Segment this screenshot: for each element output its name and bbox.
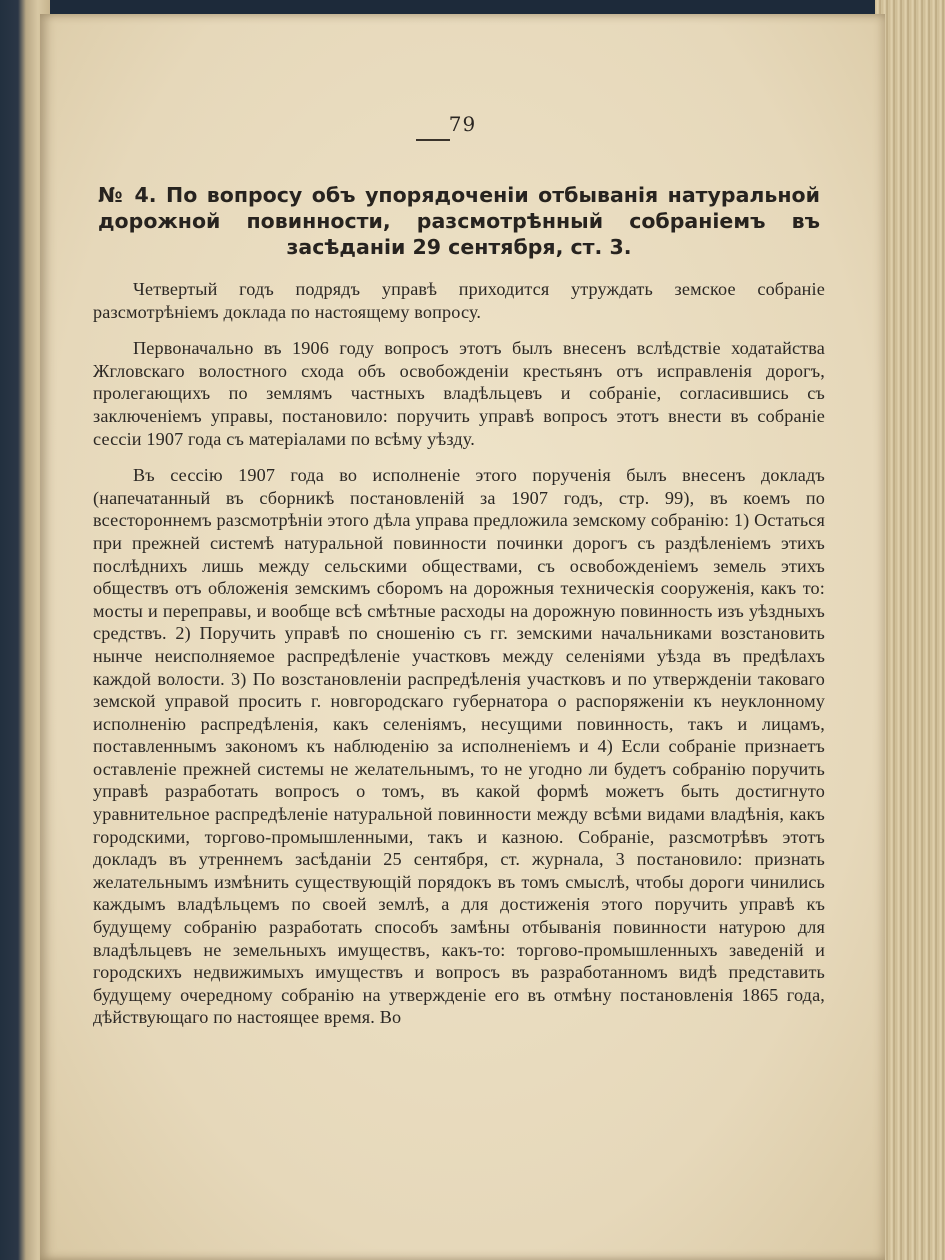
page-number-rule bbox=[416, 139, 450, 141]
page-number: 79 bbox=[448, 112, 477, 136]
body-text bbox=[93, 278, 825, 1029]
page-edges bbox=[875, 0, 945, 1260]
paragraph-1: Четвертый годъ подрядъ управѣ приходится утруждать земское собраніе разсмотрѣніемъ доклада по настоящему вопросу. bbox=[93, 279, 825, 322]
book-page bbox=[40, 14, 885, 1260]
paragraph-2: Первоначально въ 1906 году вопросъ этотъ былъ внесенъ вслѣдствіе ходатайства Жгловскаго волостного схода объ освобожденіи крестьянъ отъ исправленія дорогъ, пролегающихъ по землямъ частныхъ владѣльцевъ и собраніе, согласившись съ заключеніемъ управы, постановило: поручить управѣ вопросъ этотъ внести въ собраніе сессіи 1907 года съ матеріалами по всѣму уѣзду. bbox=[93, 338, 825, 449]
paragraph-3: Въ сессію 1907 года во исполненіе этого порученія былъ внесенъ докладъ (напечатанный въ сборникѣ постановленій за 1907 годъ, стр. 99), въ коемъ по всестороннемъ разсмотрѣніи этого дѣла управа предложила земскому собранію: 1) Остаться при прежней системѣ натуральной повинности починки дорогъ съ раздѣленіемъ этихъ послѣднихъ лишь между сельскими обществами, съ освобожденіемъ земель этихъ обществъ отъ обложенія земскимъ сборомъ на дорожныя техническія сооруженія, какъ то: мосты и переправы, и вообще всѣ смѣтные расходы на дорожную повинность изъ уѣздныхъ средствъ. 2) Поручить управѣ по сношенію съ гг. земскими начальниками возстановить нынче неисполняемое распредѣленіе участковъ между селеніями уѣзда въ предѣлахъ каждой волости. 3) По возстановленіи распредѣленія участковъ и по утвержденіи таковаго земской управой просить г. новгородскаго губернатора о распоряженіи къ неуклонному исполненію распредѣленія, какъ селеніямъ, несущими повинность, такъ и лицамъ, поставленнымъ закономъ къ наблюденію за исполненіемъ и 4) Если собраніе признаетъ оставленіе прежней системы не желательнымъ, то не угодно ли будетъ собранію поручить управѣ разработать вопросъ о томъ, въ какой формѣ можетъ быть достигнуто уравнительное распредѣленіе натуральной повинности между всѣми видами владѣнія, какъ городскими, торгово-промышленными, такъ и казною. Собраніе, разсмотрѣвъ этотъ докладъ въ утреннемъ засѣданіи 25 сентября, ст. журнала, 3 постановило: признать желательнымъ измѣнить существующій порядокъ въ томъ смыслѣ, чтобы дороги чинились каждымъ владѣльцемъ по своей землѣ, а для достиженія этого поручить управѣ къ будущему собранію разработать способъ замѣны отбыванія повинности натурою для владѣльцевъ не земельныхъ имуществъ, какъ-то: торгово-промышленныхъ заведеній и городскихъ недвижимыхъ имуществъ и вопросъ въ разработанномъ видѣ представить будущему очередному собранію на утвержденіе его въ отмѣну постановленія 1865 года, дѣйствующаго по настоящее время. Во bbox=[93, 465, 825, 1028]
section-heading: № 4. По вопросу объ упорядоченіи отбыванія натуральной дорожной повинности, разсмотрѣнный собраніемъ въ засѣданіи 29 сентября, ст. 3. bbox=[98, 183, 820, 259]
